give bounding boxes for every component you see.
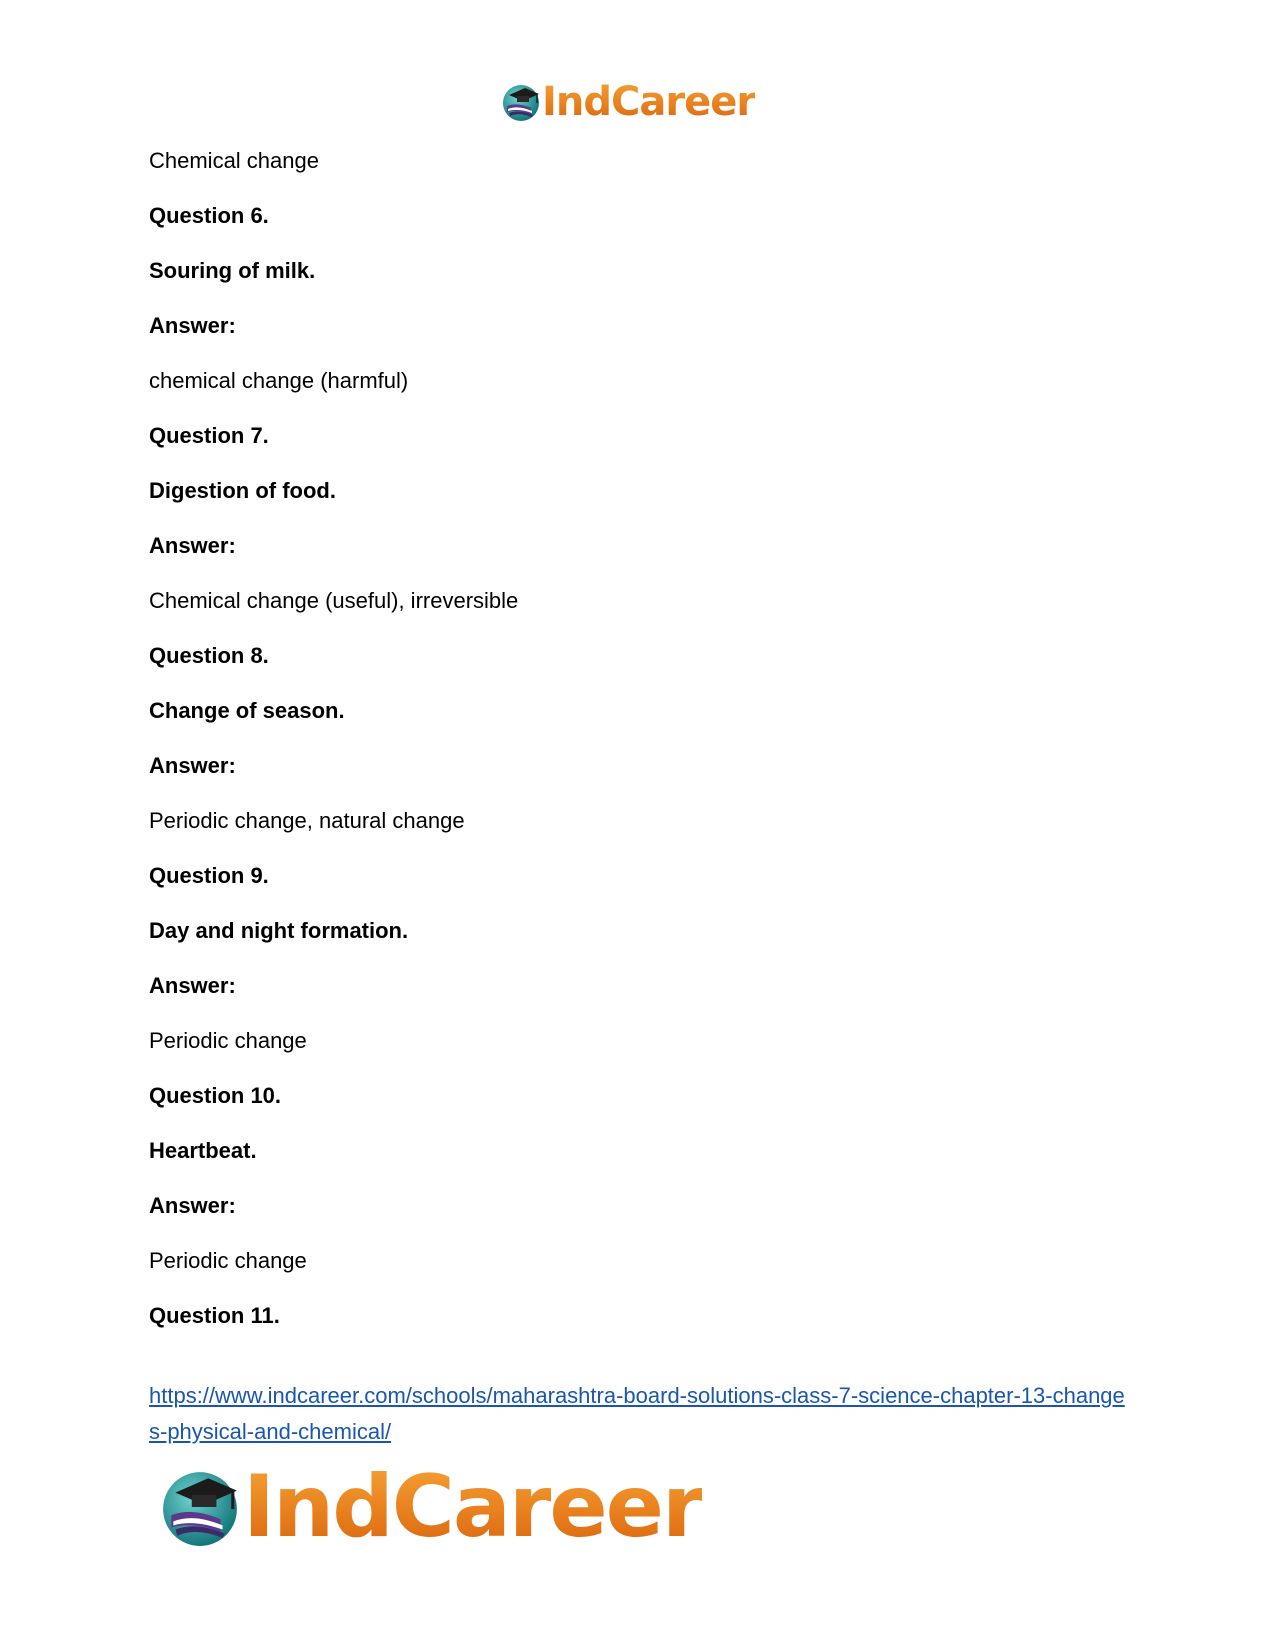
question-number: Question 8. [149, 643, 269, 668]
graduation-cap-globe-icon [501, 82, 541, 122]
question-number: Question 10. [149, 1083, 282, 1108]
answer-text: Chemical change (useful), irreversible [149, 588, 519, 613]
question-number: Question 11. [149, 1303, 280, 1328]
question-text: Heartbeat. [149, 1138, 257, 1163]
answer-text: Periodic change [149, 1028, 307, 1053]
question-number: Question 6. [149, 203, 269, 228]
footer-logo [159, 1457, 703, 1557]
answer-label: Answer: [149, 753, 236, 778]
qa-content [149, 146, 1129, 1356]
question-number: Question 7. [149, 423, 269, 448]
question-text: Digestion of food. [149, 478, 336, 503]
header-logo [501, 80, 755, 124]
answer-text: Chemical change [149, 148, 319, 173]
answer-label: Answer: [149, 973, 236, 998]
answer-label: Answer: [149, 533, 236, 558]
graduation-cap-globe-icon [159, 1466, 241, 1548]
question-text: Day and night formation. [149, 918, 409, 943]
answer-label: Answer: [149, 1193, 236, 1218]
question-number: Question 9. [149, 863, 269, 888]
question-text: Souring of milk. [149, 258, 316, 283]
footer-logo-text: IndCareer [243, 1457, 703, 1557]
answer-label: Answer: [149, 313, 236, 338]
header-logo-text: IndCareer [542, 79, 756, 125]
answer-text: Periodic change [149, 1248, 307, 1273]
answer-text: chemical change (harmful) [149, 368, 409, 393]
question-text: Change of season. [149, 698, 345, 723]
source-url-link[interactable]: https://www.indcareer.com/schools/maharashtra-board-solutions-class-7-science-chapter-13-changes-physical-and-chemical/ [149, 1383, 1125, 1444]
answer-text: Periodic change, natural change [149, 808, 465, 833]
